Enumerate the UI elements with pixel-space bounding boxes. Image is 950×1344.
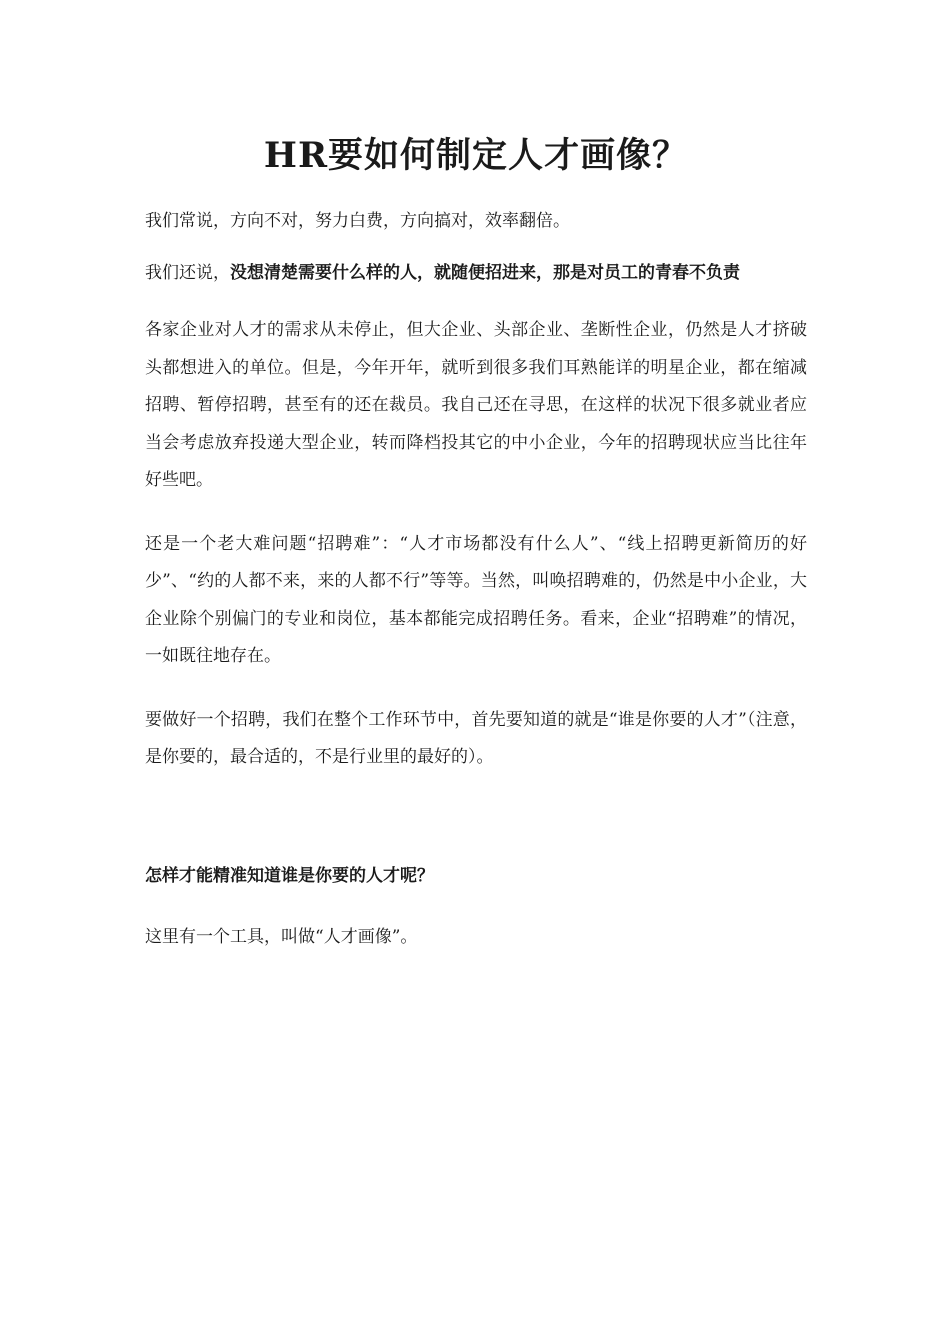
paragraph-emphasis: [145, 260, 807, 286]
section-spacer: [145, 803, 807, 863]
paragraph-intro: 我们常说，方向不对，努力白费，方向搞对，效率翻倍。: [145, 211, 570, 231]
paragraph-emphasis-prefix: 我们还说，: [145, 263, 230, 283]
paragraph-emphasis-bold: 没想清楚需要什么样的人，就随便招进来，那是对员工的青春不负责: [230, 263, 740, 283]
document-title: HR要如何制定人才画像？: [263, 135, 689, 176]
section-heading: 怎样才能精准知道谁是你要的人才呢？: [145, 865, 434, 886]
heading-spacer: [145, 889, 807, 924]
document-page: [145, 132, 807, 976]
paragraph-enterprise-demand: 各家企业对人才的需求从未停止，但大企业、头部企业、垄断性企业，仍然是人才挤破头都想进入的单位。但是，今年开年，就听到很多我们耳熟能详的明星企业，都在缩减招聘、暂停招聘，甚至有的还在裁员。我自己还在寻思，在这样的状况下很多就业者应当会考虑放弃投递大型企业，转而降档投其它的中小企业，今年的招聘现状应当比往年好些吧。: [145, 320, 807, 490]
paragraph-right-talent: 要做好一个招聘，我们在整个工作环节中，首先要知道的就是“谁是你要的人才”（注意，是你要的，最合适的，不是行业里的最好的）。: [145, 709, 807, 767]
paragraph-closing: 这里有一个工具，叫做“人才画像”。: [145, 926, 418, 947]
paragraph-hiring-difficulty: 还是一个老大难问题“招聘难”：“人才市场都没有什么人”、“线上招聘更新简历的好少”、“约的人都不来，来的人都不行”等等。当然，叫唤招聘难的，仍然是中小企业，大企业除个别偏门的专业和岗位，基本都能完成招聘任务。看来，企业“招聘难”的情况，一如既往地存在。: [145, 533, 807, 666]
